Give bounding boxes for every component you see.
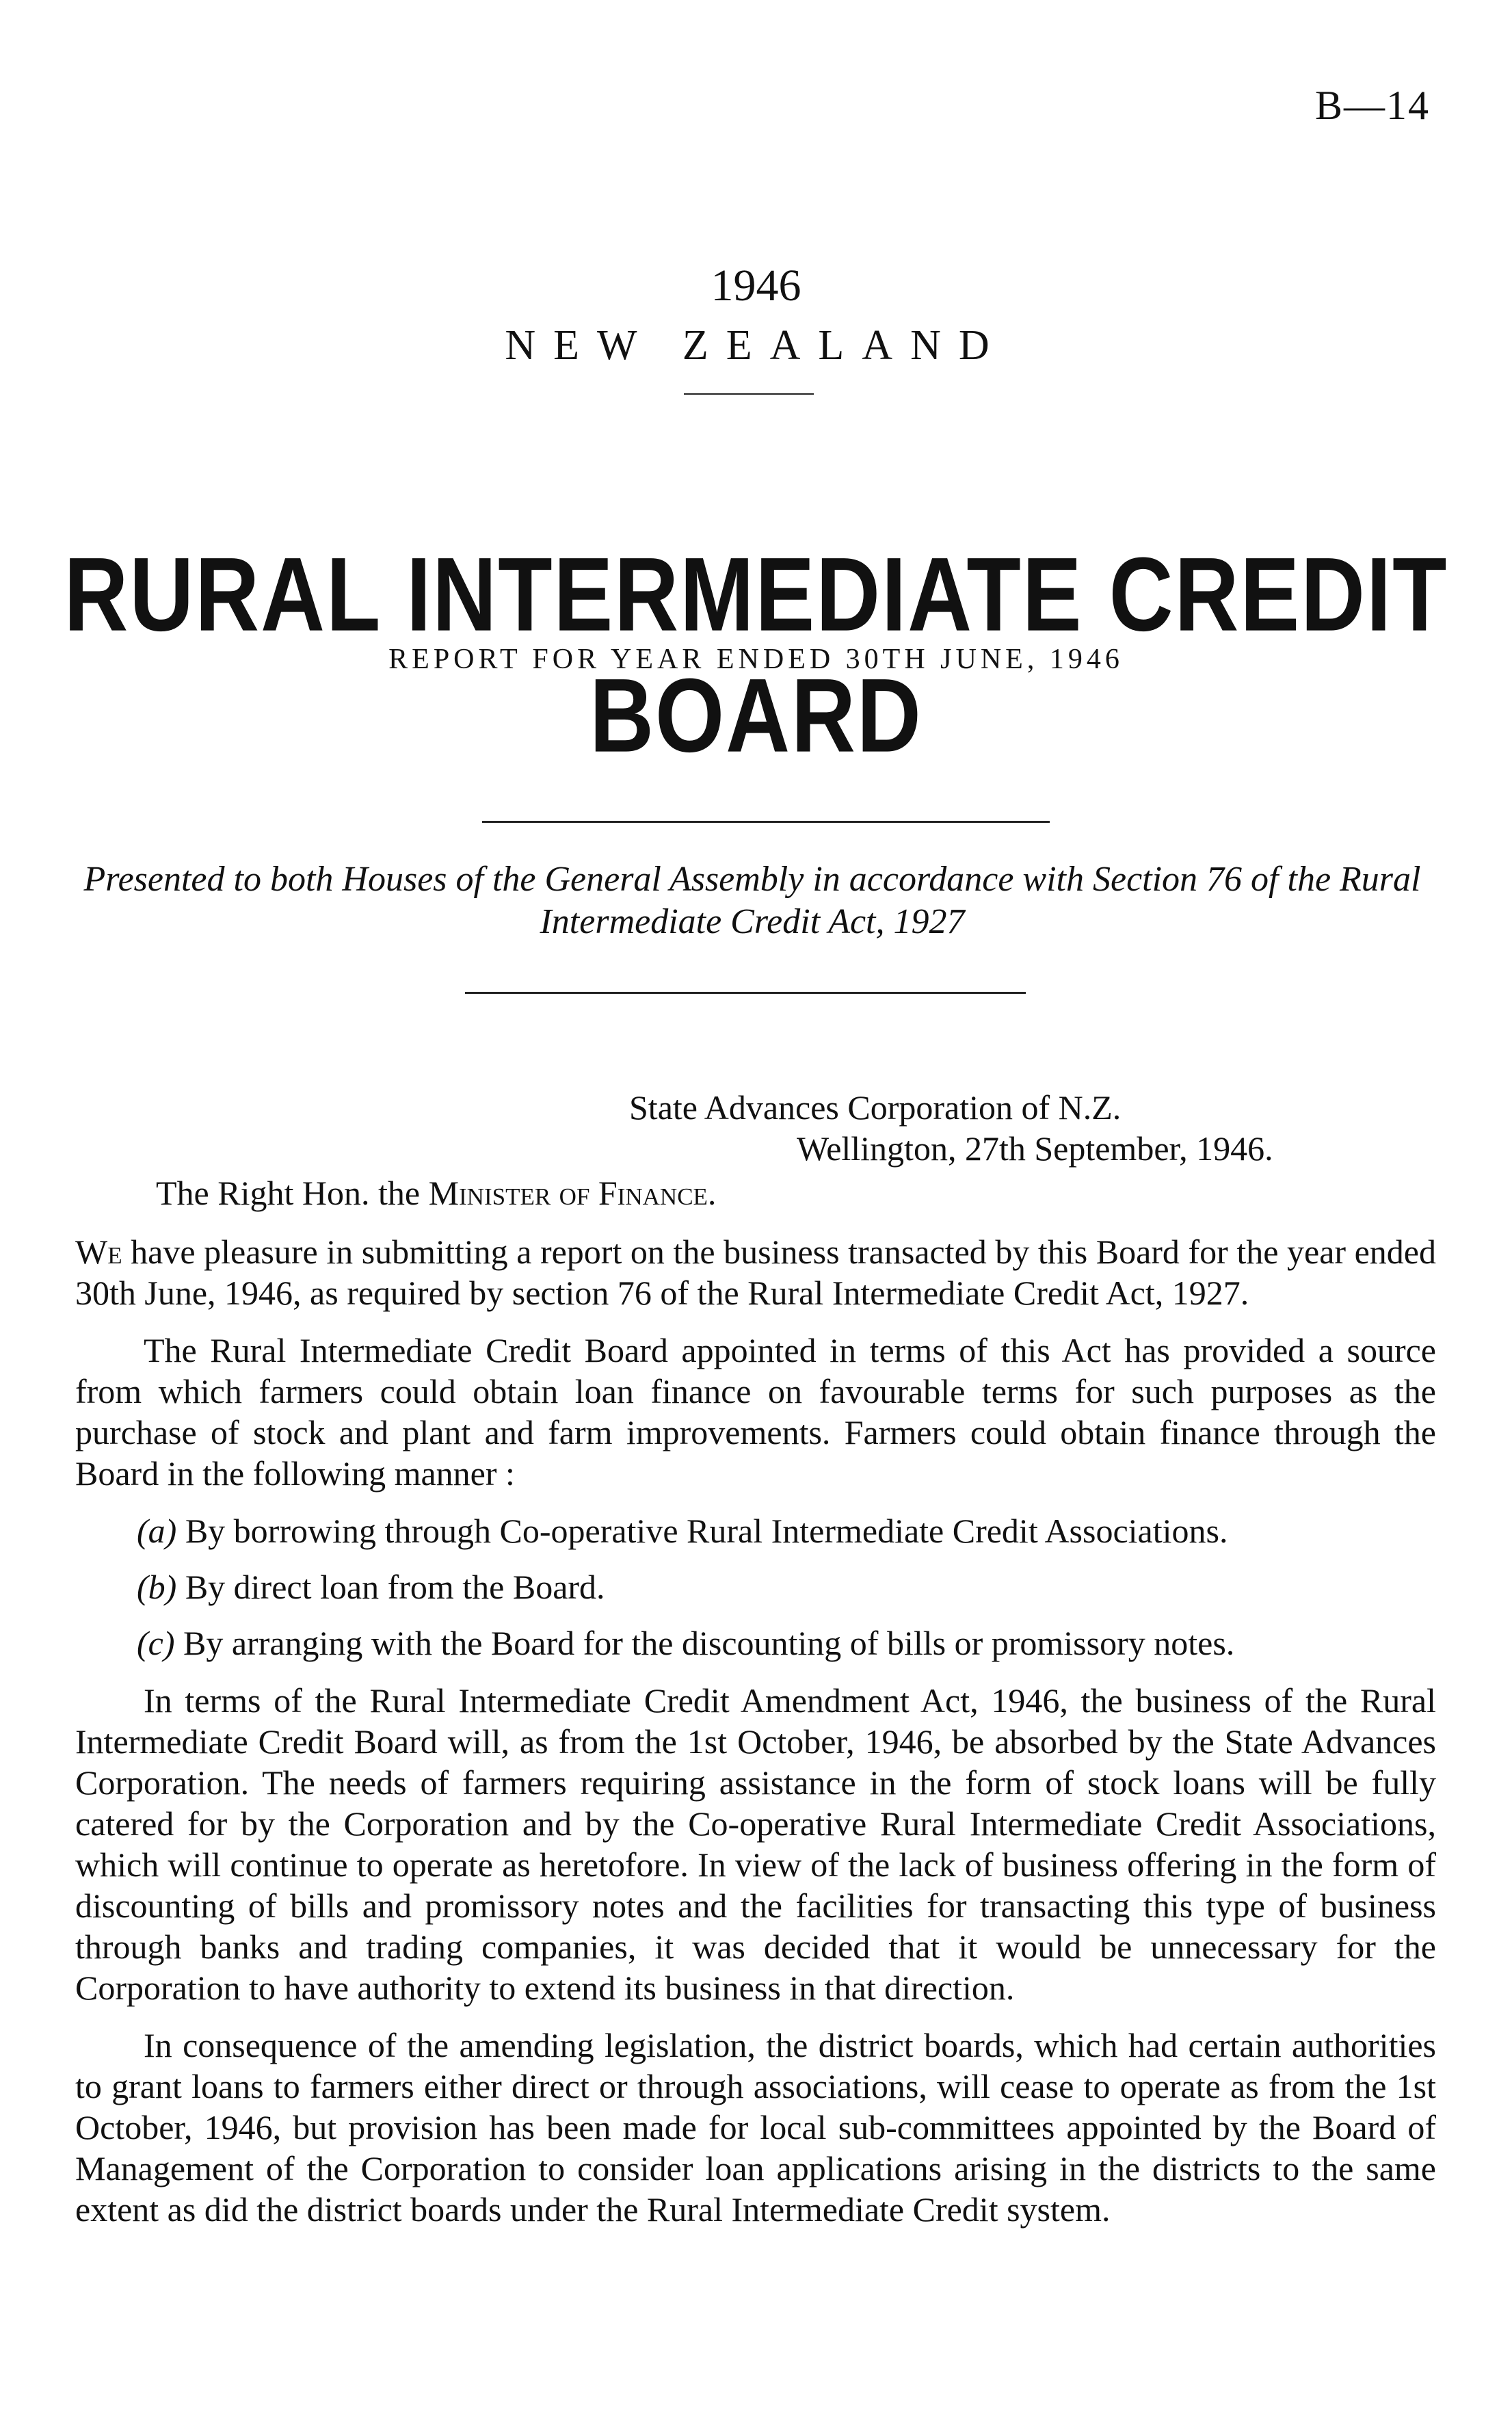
- list-item-label: (a): [137, 1512, 177, 1550]
- presentation-note: [82, 858, 1422, 943]
- addressee: [156, 1173, 716, 1213]
- divider-bottom: [465, 992, 1026, 994]
- country-heading: NEW ZEALAND: [505, 322, 1007, 369]
- page-title: RURAL INTERMEDIATE CREDIT BOARD: [64, 535, 1448, 774]
- presentation-line-2: Intermediate Credit Act, 1927: [540, 902, 965, 941]
- paragraph-3: In terms of the Rural Intermediate Credit Amendment Act, 1946, the business of the Rural Intermediate Credit Board will, as from the 1st October, 1946, be absorbed by the State Advances Corporation. The needs of farmers requiring assistance in the form of stock loans will be fully catered for by the Corporation and by the Co-operative Rural Intermediate Credit Associations, which will continue to operate as heretofore. In view of the lack of business offering in the form of discounting of bills and promissory notes and the facilities for transacting this type of business through banks and trading companies, it was decided that it would be unnecessary for the Corporation to have authority to extend its business in that direction.: [75, 1681, 1436, 2007]
- list-item-label: (c): [137, 1624, 175, 1662]
- letter-body: [75, 1231, 1436, 2246]
- paragraph-1-lead: We: [75, 1233, 122, 1271]
- report-year: 1946: [711, 261, 801, 311]
- list-item: [75, 1622, 1436, 1664]
- paragraph-1-text: have pleasure in submitting a report on the business transacted by this Board for the year ended 30th June, 1946, as required by section 76 of the Rural Intermediate Credit Act, 1927.: [75, 1233, 1437, 1312]
- addressee-title: Minister of Finance.: [428, 1174, 717, 1212]
- sender-organisation: State Advances Corporation of N.Z.: [629, 1088, 1122, 1127]
- finance-methods-list: [75, 1510, 1436, 1664]
- paragraph-1: [75, 1231, 1436, 1313]
- report-subtitle: REPORT FOR YEAR ENDED 30TH JUNE, 1946: [388, 644, 1124, 675]
- list-item-text: By borrowing through Co-operative Rural Intermediate Credit Associations.: [185, 1512, 1228, 1550]
- list-item-label: (b): [137, 1568, 177, 1606]
- list-item-text: By direct loan from the Board.: [185, 1568, 605, 1606]
- list-item-text: By arranging with the Board for the discounting of bills or promissory notes.: [183, 1624, 1235, 1662]
- paragraph-2: The Rural Intermediate Credit Board appointed in terms of this Act has provided a source from which farmers could obtain loan finance on favourable terms for such purposes as the purchase of stock and plant and farm improvements. Farmers could obtain finance through the Board in the following manner :: [75, 1331, 1436, 1493]
- list-item: [75, 1566, 1436, 1607]
- short-divider: [684, 393, 814, 395]
- list-item: [75, 1510, 1436, 1551]
- paragraph-4: In consequence of the amending legislation, the district boards, which had certain authorities to grant loans to farmers either direct or through associations, will cease to operate as from the 1st October, 1946, but provision has been made for local sub-committees appointed by the Board of Management of the Corporation to consider loan applications arising in the districts to the same extent as did the district boards under the Rural Intermediate Credit system.: [75, 2026, 1436, 2229]
- parliamentary-paper-code: B—14: [1314, 83, 1430, 128]
- sender-place-date: Wellington, 27th September, 1946.: [797, 1129, 1273, 1168]
- divider-top: [482, 821, 1050, 823]
- addressee-prefix: The Right Hon. the: [156, 1174, 421, 1212]
- presentation-line-1: Presented to both Houses of the General Assembly in accordance with Section 76 of the Rural: [83, 860, 1421, 899]
